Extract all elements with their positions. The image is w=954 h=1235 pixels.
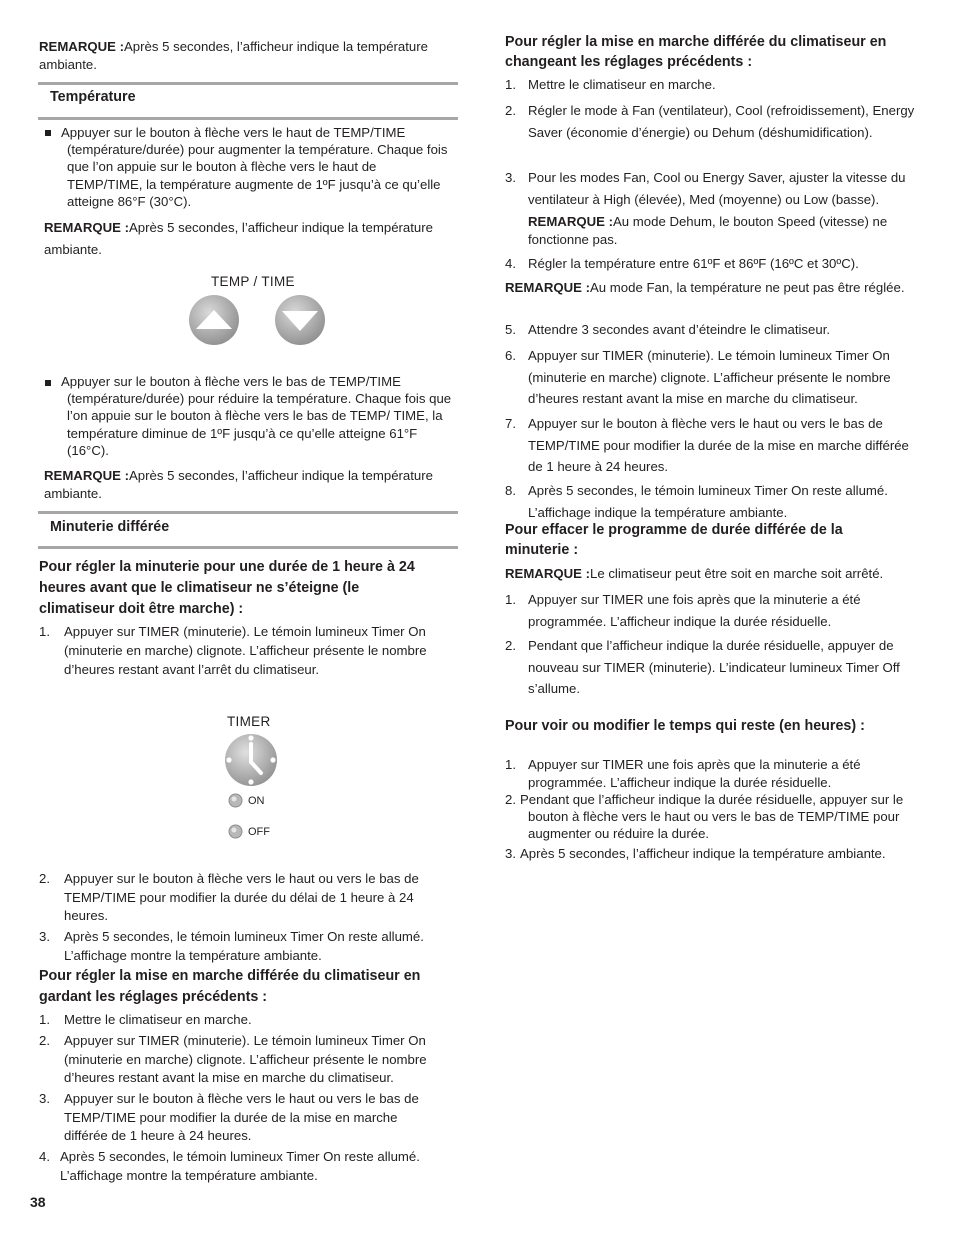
list-item xyxy=(505,480,915,523)
list-number: 2. xyxy=(39,1033,50,1048)
page-number: 38 xyxy=(30,1194,46,1210)
list-text: Régler le mode à Fan (ventilateur), Cool (refroidissement), Energy Saver (économie d’énergie) ou Dehum (déshumidification). xyxy=(528,103,915,140)
list-number: 2. xyxy=(505,103,516,118)
right-heading-3: Pour voir ou modifier le temps qui reste (en heures) : xyxy=(505,718,865,734)
list-item xyxy=(39,870,444,926)
section-divider xyxy=(38,546,458,549)
timer-button[interactable] xyxy=(224,733,278,787)
list-number: 4. xyxy=(505,256,516,271)
list-item xyxy=(39,1032,444,1088)
note-text: Au mode Dehum, le bouton Speed (vitesse) ne fonctionne pas. xyxy=(528,214,888,247)
list-text: Après 5 secondes, le témoin lumineux Timer On reste allumé. L’affichage montre la température ambiante. xyxy=(60,1149,420,1183)
section-divider xyxy=(38,511,458,514)
note-label: REMARQUE : xyxy=(505,280,590,295)
temp-up-instruction: Appuyer sur le bouton à flèche vers le haut de TEMP/TIME (température/durée) pour augmenter la température. Chaque fois que l’on appuie sur le bouton à flèche vers le haut de TEMP/TIME, la température augmente de 1ºF jusqu’à ce qu’elle atteigne 86°F (30°C). xyxy=(61,125,448,209)
list-text: Appuyer sur TIMER (minuterie). Le témoin lumineux Timer On (minuterie en marche) clignote. L’afficheur présente le nombre d’heures restant avant l’arrêt du climatiseur. xyxy=(64,624,427,677)
temp-time-label: TEMP / TIME xyxy=(211,274,295,289)
list-number: 1. xyxy=(39,1012,50,1027)
list-number: 3. xyxy=(39,929,50,944)
temp-down-instruction: Appuyer sur le bouton à flèche vers le bas de TEMP/TIME (température/durée) pour réduire la température. Chaque fois que l’on appuie sur le bouton à flèche vers le bas de TEMP/ TIME, la température diminue de 1ºF jusqu’à ce qu’elle atteigne 61°F (16°C). xyxy=(61,374,452,458)
note-text: Au mode Fan, la température ne peut pas être réglée. xyxy=(590,280,905,295)
list-text: Attendre 3 secondes avant d’éteindre le climatiseur. xyxy=(528,322,831,337)
list-item xyxy=(39,622,444,679)
list-number: 3. xyxy=(505,846,516,861)
list-item xyxy=(505,756,915,791)
list-text: Régler la température entre 61ºF et 86ºF (16ºC et 30ºC). xyxy=(528,256,859,271)
list-text: Pour les modes Fan, Cool ou Energy Saver, ajuster la vitesse du ventilateur à High (élevée), Med (moyenne) ou Low (basse). xyxy=(528,170,906,207)
note-label: REMARQUE : xyxy=(505,566,590,581)
list-text: Pendant que l’afficheur indique la durée résiduelle, appuyer sur le bouton à flèche vers le haut ou vers le bas de TEMP/TIME pour augmenter ou réduire la durée. xyxy=(520,792,904,842)
list-text: Appuyer sur TIMER une fois après que la minuterie a été programmée. L’afficheur indique la durée résiduelle. xyxy=(528,592,861,629)
list-text: Pendant que l’afficheur indique la durée résiduelle, appuyer de nouveau sur TIMER (minuterie). L’indicateur lumineux Timer Off s’allume. xyxy=(528,638,900,696)
list-item xyxy=(505,100,915,143)
list-number: 2. xyxy=(39,871,50,886)
list-item xyxy=(39,928,444,965)
list-number: 1. xyxy=(39,624,50,639)
list-number: 1. xyxy=(505,757,516,772)
list-item xyxy=(505,845,915,863)
list-number: 2. xyxy=(505,792,516,807)
clock-icon xyxy=(225,734,277,786)
temp-down-button[interactable] xyxy=(274,294,326,346)
section-title-timer: Minuterie différée xyxy=(50,519,170,535)
list-text: Mettre le climatiseur en marche. xyxy=(528,77,716,92)
list-item xyxy=(39,1148,444,1185)
list-number: 5. xyxy=(505,322,516,337)
list-number: 4. xyxy=(39,1149,50,1164)
list-item xyxy=(505,635,917,700)
list-text: Après 5 secondes, l’afficheur indique la température ambiante. xyxy=(520,846,886,861)
list-item xyxy=(505,321,915,339)
list-number: 3. xyxy=(39,1091,50,1106)
list-number: 2. xyxy=(505,638,516,653)
temp-note-2 xyxy=(44,467,444,502)
list-item xyxy=(505,167,920,210)
list-item xyxy=(505,791,915,843)
timer-heading-1: Pour régler la minuterie pour une durée de 1 heure à 24 heures avant que le climatiseur ne s’éteigne (le climatiseur doit être marche) : xyxy=(39,559,415,617)
timer-on-label: ON xyxy=(248,795,265,807)
bullet-marker xyxy=(45,130,51,136)
list-number: 3. xyxy=(505,170,516,185)
temp-up-button[interactable] xyxy=(188,294,240,346)
list-item xyxy=(505,413,915,478)
note-label: REMARQUE : xyxy=(528,214,613,229)
bullet-marker xyxy=(45,380,51,386)
list-text: Appuyer sur TIMER une fois après que la minuterie a été programmée. L’afficheur indique la durée résiduelle. xyxy=(528,757,861,790)
note-fan xyxy=(505,278,905,298)
timer-off-label: OFF xyxy=(248,826,270,838)
list-number: 1. xyxy=(505,592,516,607)
section-title-temperature: Température xyxy=(50,89,136,105)
list-item xyxy=(505,76,915,94)
list-item xyxy=(505,255,915,273)
top-note xyxy=(39,38,459,73)
timer-heading-2: Pour régler la mise en marche différée du climatiseur en gardant les réglages précédents : xyxy=(39,968,421,1005)
list-item xyxy=(505,589,915,632)
note-text: Après 5 secondes, l’afficheur indique la température ambiante. xyxy=(44,220,433,257)
section-divider xyxy=(38,117,458,120)
note-off xyxy=(505,565,915,583)
list-text: Appuyer sur le bouton à flèche vers le haut ou vers le bas de TEMP/TIME pour modifier la durée du délai de 1 heure à 24 heures. xyxy=(64,871,419,923)
note-label: REMARQUE : xyxy=(44,468,129,483)
list-item xyxy=(39,1011,444,1029)
list-text: Après 5 secondes, le témoin lumineux Timer On reste allumé. L’affichage montre la température ambiante. xyxy=(64,929,424,963)
temp-note-1 xyxy=(44,217,444,261)
list-item xyxy=(505,345,917,410)
section-divider xyxy=(38,82,458,85)
timer-off-led-icon xyxy=(228,824,243,839)
list-item xyxy=(39,1090,444,1146)
list-number: 6. xyxy=(505,348,516,363)
list-text: Appuyer sur le bouton à flèche vers le haut ou vers le bas de TEMP/TIME pour modifier la durée de la mise en marche différée de 1 heure à 24 heures. xyxy=(64,1091,419,1143)
list-text: Après 5 secondes, le témoin lumineux Timer On reste allumé. L’affichage indique la température ambiante. xyxy=(528,483,888,520)
note-dehum xyxy=(528,213,918,248)
list-text: Mettre le climatiseur en marche. xyxy=(64,1012,252,1027)
right-heading-2: Pour effacer le programme de durée différée de la minuterie : xyxy=(505,522,843,558)
note-text: Après 5 secondes, l’afficheur indique la température ambiante. xyxy=(39,39,428,72)
note-label: REMARQUE : xyxy=(39,39,124,54)
note-text: Après 5 secondes, l’afficheur indique la température ambiante. xyxy=(44,468,433,501)
note-label: REMARQUE : xyxy=(44,220,129,235)
note-text: Le climatiseur peut être soit en marche soit arrêté. xyxy=(590,566,884,581)
list-number: 1. xyxy=(505,77,516,92)
list-text: Appuyer sur TIMER (minuterie). Le témoin lumineux Timer On (minuterie en marche) clignote. L’afficheur présente le nombre d’heures restant avant la mise en marche du climatiseur. xyxy=(528,348,891,406)
right-heading-1: Pour régler la mise en marche différée du climatiseur en changeant les réglages précédents : xyxy=(505,34,887,70)
list-number: 8. xyxy=(505,483,516,498)
list-text: Appuyer sur TIMER (minuterie). Le témoin lumineux Timer On (minuterie en marche) clignote. L’afficheur présente le nombre d’heures restant avant la mise en marche du climatiseur. xyxy=(64,1033,427,1085)
timer-on-led-icon xyxy=(228,793,243,808)
list-text: Appuyer sur le bouton à flèche vers le haut ou vers le bas de TEMP/TIME pour modifier la durée de la mise en marche différée de 1 heure à 24 heures. xyxy=(528,416,909,474)
timer-label: TIMER xyxy=(227,714,271,729)
list-number: 7. xyxy=(505,416,516,431)
